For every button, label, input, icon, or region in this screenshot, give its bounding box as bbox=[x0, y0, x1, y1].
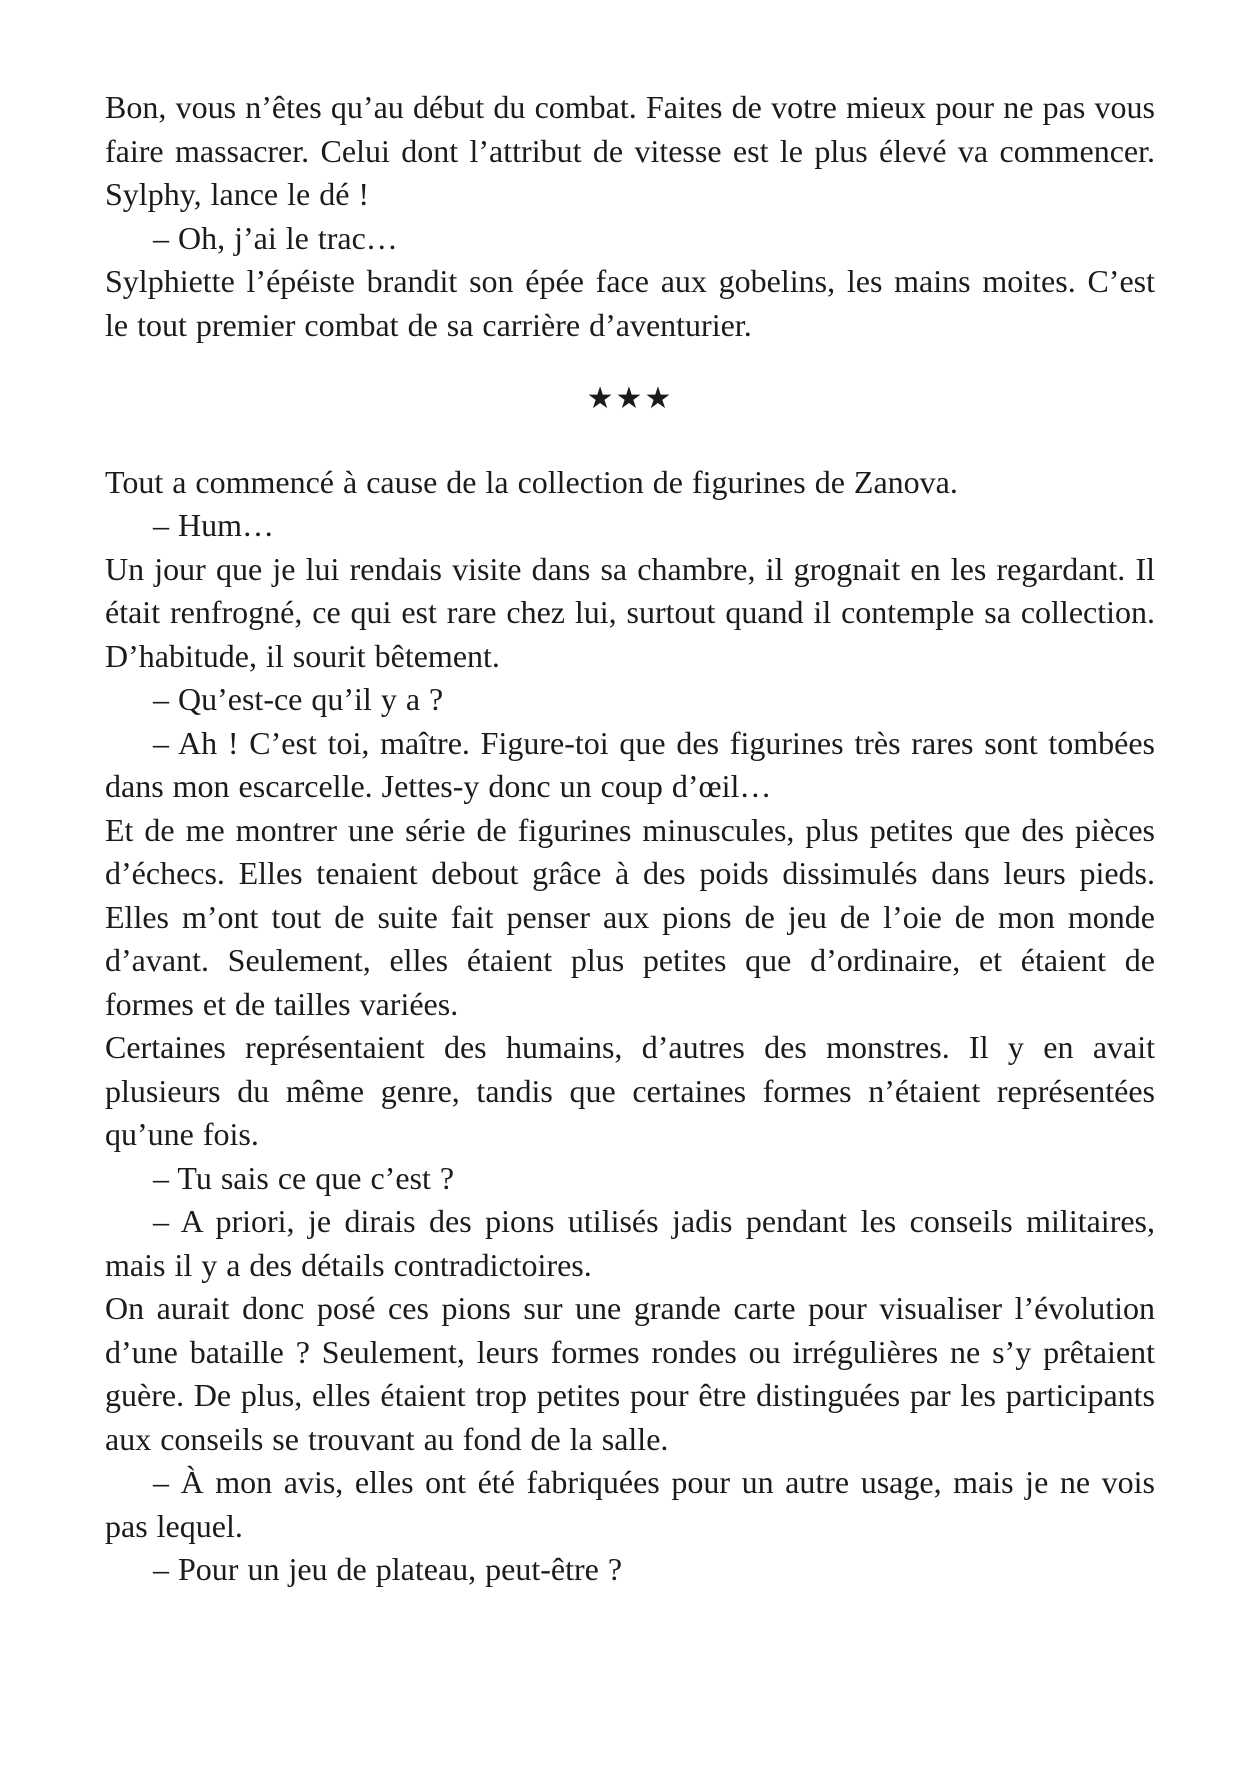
dialogue-line: – Hum… bbox=[153, 507, 274, 543]
paragraph: Sylphiette l’épéiste brandit son épée face aux gobelins, les mains moites. C’est le tout premier combat de sa carrière d’aventurier. bbox=[105, 263, 1155, 343]
dialogue-line: – Pour un jeu de plateau, peut-être ? bbox=[153, 1551, 623, 1587]
dialogue-line: – Ah ! C’est toi, maître. Figure-toi que des figurines très rares sont tombées dans mon escarcelle. Jettes-y donc un coup d’œil… bbox=[105, 724, 1155, 804]
dialogue-line: – Qu’est-ce qu’il y a ? bbox=[153, 681, 444, 717]
paragraph: Et de me montrer une série de figurines minuscules, plus petites que des pièces d’échecs. Elles tenaient debout grâce à des poids dissimulés dans leurs pieds. Elles m’ont tout de suite fait penser aux pions de jeu de l’oie de mon monde d’avant. Seulement, elles étaient plus petites que d’ordinaire, et étaient de formes et de tailles variées. bbox=[105, 811, 1155, 1022]
paragraph: Tout a commencé à cause de la collection de figurines de Zanova. bbox=[105, 463, 958, 500]
dialogue-line: – Oh, j’ai le trac… bbox=[153, 219, 398, 256]
dialogue-line: – Tu sais ce que c’est ? bbox=[153, 1159, 455, 1196]
paragraph: On aurait donc posé ces pions sur une grande carte pour visualiser l’évolution d’une bataille ? Seulement, leurs formes rondes ou irrégulières ne s’y prêtaient guère. De plus, elles étaient trop petites pour être distinguées par les participants aux conseils se trouvant au fond de la salle. bbox=[105, 1290, 1155, 1457]
paragraph: Certaines représentaient des humains, d’autres des monstres. Il y en avait plusieurs du même genre, tandis que certaines formes n’étaient représentées qu’une fois. bbox=[105, 1029, 1155, 1152]
paragraph: Bon, vous n’êtes qu’au début du combat. Faites de votre mieux pour ne pas vous faire massacrer. Celui dont l’attribut de vitesse est le plus élevé va commencer. Sylphy, lance le dé ! bbox=[105, 89, 1155, 212]
dialogue-line: – A priori, je dirais des pions utilisés jadis pendant les conseils militaires, mais il y a des détails contradictoires. bbox=[105, 1203, 1155, 1283]
dialogue-line: – À mon avis, elles ont été fabriquées pour un autre usage, mais je ne vois pas lequel. bbox=[105, 1464, 1155, 1544]
paragraph: Un jour que je lui rendais visite dans sa chambre, il grognait en les regardant. Il était renfrogné, ce qui est rare chez lui, surtout quand il contemple sa collection. D’habitude, il sourit bêtement. bbox=[105, 550, 1155, 674]
scene-break-separator: ★★★ bbox=[586, 382, 674, 415]
